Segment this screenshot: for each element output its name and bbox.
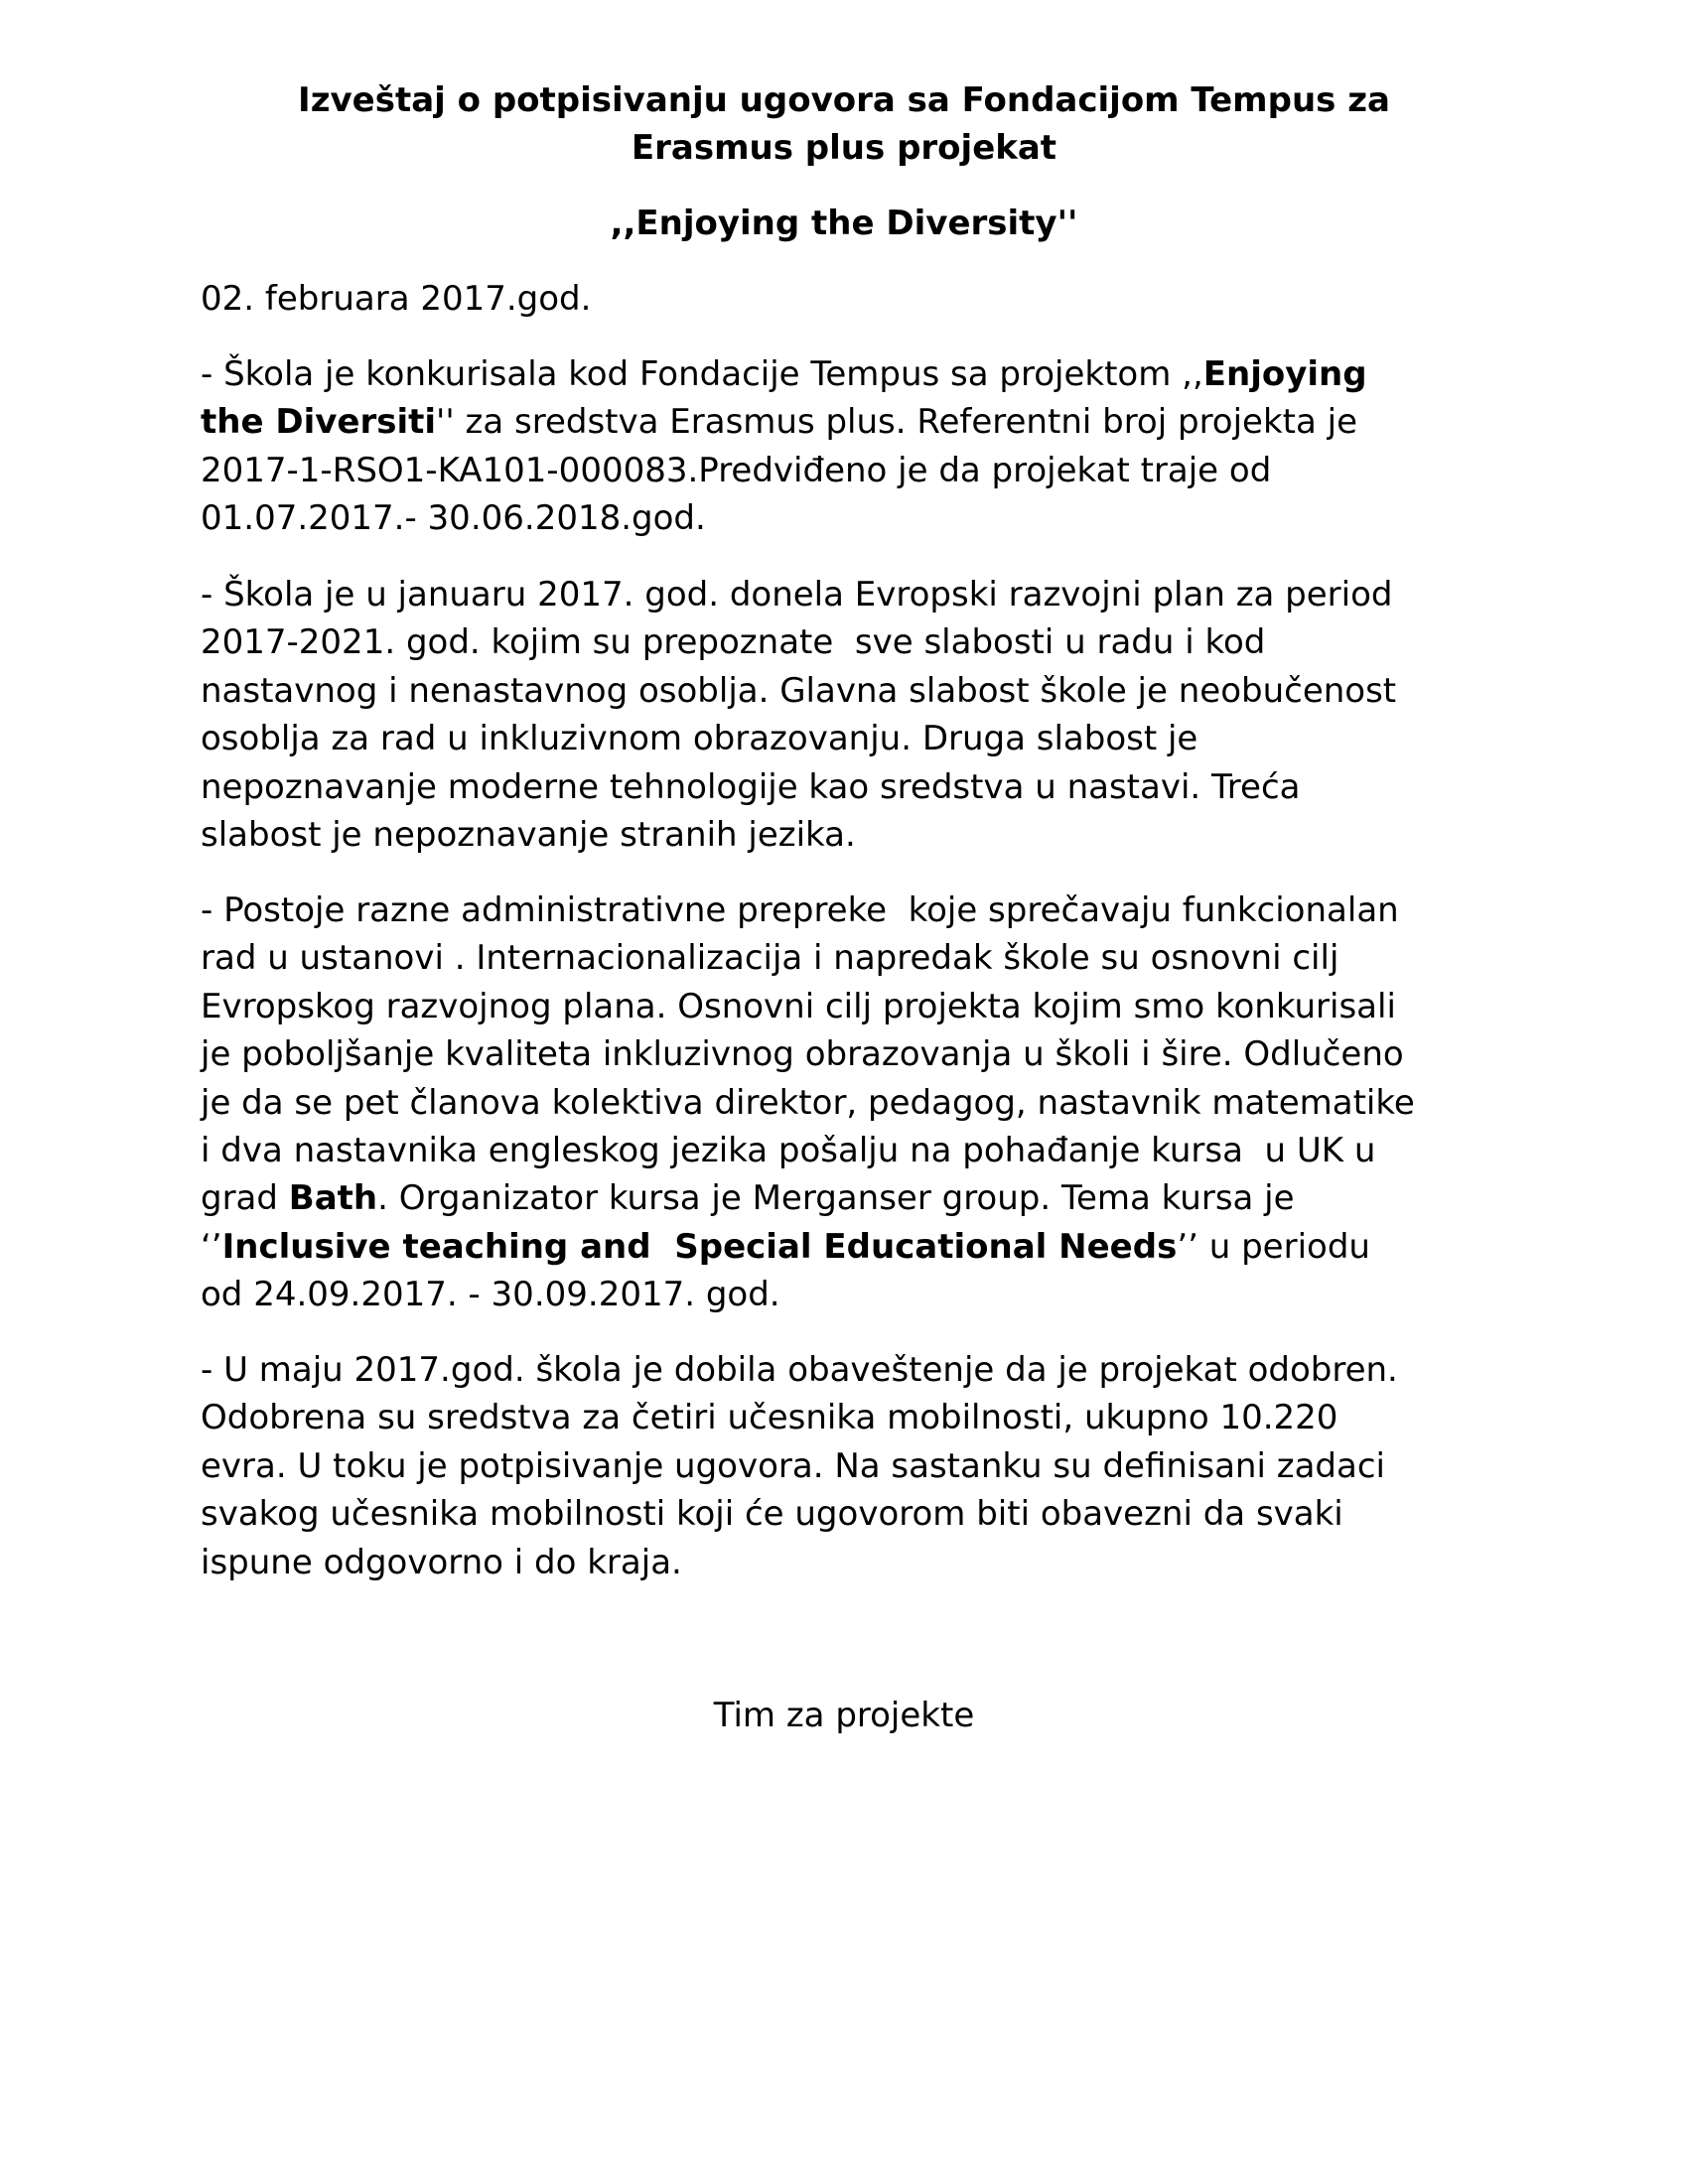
document-title-line-1: Izveštaj o potpisivanju ugovora sa Fondacijom Tempus za [298,80,1390,120]
paragraph-line: 01.07.2017.- 30.06.2018.god. [201,498,706,539]
bold-project-name: the Diversiti [201,402,437,443]
bold-city-name: Bath [288,1178,378,1219]
paragraph-line: nastavnog i nenastavnog osoblja. Glavna slabost škole je neobučenost [201,670,1397,711]
paragraph-line: je da se pet članova kolektiva direktor, pedagog, nastavnik matematike [201,1082,1415,1123]
paragraph-line: evra. U toku je potpisivanje ugovora. Na sastanku su definisani zadaci [201,1445,1385,1486]
paragraph-course-details [201,887,1511,1319]
project-name: ,,Enjoying the Diversity'' [610,204,1078,243]
paragraph-application [201,350,1511,543]
paragraph-line: slabost je nepoznavanje stranih jezika. [201,815,856,856]
paragraph-line: ispune odgovorno i do kraja. [201,1542,682,1582]
paragraph-line: od 24.09.2017. - 30.09.2017. god. [201,1275,780,1315]
text-run: grad [201,1178,289,1219]
signature: Tim za projekte [713,1696,975,1735]
bold-project-name: Enjoying [1202,354,1367,394]
paragraph-line: - Postoje razne administrativne prepreke koje sprečavaju funkcionalan [201,890,1399,930]
text-run: ‘’ [201,1226,222,1267]
paragraph-line: Evropskog razvojnog plana. Osnovni cilj projekta kojim smo konkurisali [201,986,1396,1026]
text-run: . Organizator kursa je Merganser group. Tema kursa je [377,1178,1295,1219]
paragraph-line [201,1223,1511,1271]
paragraph-line: 2017-1-RSO1-KA101-000083.Predviđeno je da projekat traje od [201,450,1272,490]
paragraph-line [201,350,1511,398]
paragraph-line [201,398,1511,446]
text-run: - Škola je konkurisala kod Fondacije Tempus sa projektom ,, [201,354,1203,394]
paragraph-development-plan [201,571,1511,859]
document-date: 02. februara 2017.god. [201,279,592,319]
paragraph-line: osoblja za rad u inkluzivnom obrazovanju. Druga slabost je [201,719,1198,759]
paragraph-line: svakog učesnika mobilnosti koji će ugovorom biti obavezni da svaki [201,1494,1343,1535]
paragraph-line: i dva nastavnika engleskog jezika pošalju na pohađanje kursa u UK u [201,1131,1376,1171]
document-title-line-2: Erasmus plus projekat [631,128,1057,168]
paragraph-line: 2017-2021. god. kojim su prepoznate sve slabosti u radu i kod [201,622,1266,663]
paragraph-approval [201,1346,1511,1586]
paragraph-line: je poboljšanje kvaliteta inkluzivnog obrazovanja u školi i šire. Odlučeno [201,1034,1404,1075]
paragraph-line: rad u ustanovi . Internacionalizacija i napredak škole su osnovni cilj [201,938,1339,979]
bold-course-title: Inclusive teaching and Special Educational Needs [221,1226,1178,1267]
paragraph-line: - U maju 2017.god. škola je dobila obaveštenje da je projekat odobren. [201,1350,1398,1390]
paragraph-line: Odobrena su sredstva za četiri učesnika mobilnosti, ukupno 10.220 [201,1398,1338,1438]
paragraph-line [201,1174,1511,1222]
paragraph-line: nepoznavanje moderne tehnologije kao sredstva u nastavi. Treća [201,766,1301,807]
paragraph-line: - Škola je u januaru 2017. god. donela Evropski razvojni plan za period [201,575,1393,614]
text-run: ’’ u periodu [1177,1226,1370,1267]
text-run: '' za sredstva Erasmus plus. Referentni broj projekta je [436,402,1357,443]
